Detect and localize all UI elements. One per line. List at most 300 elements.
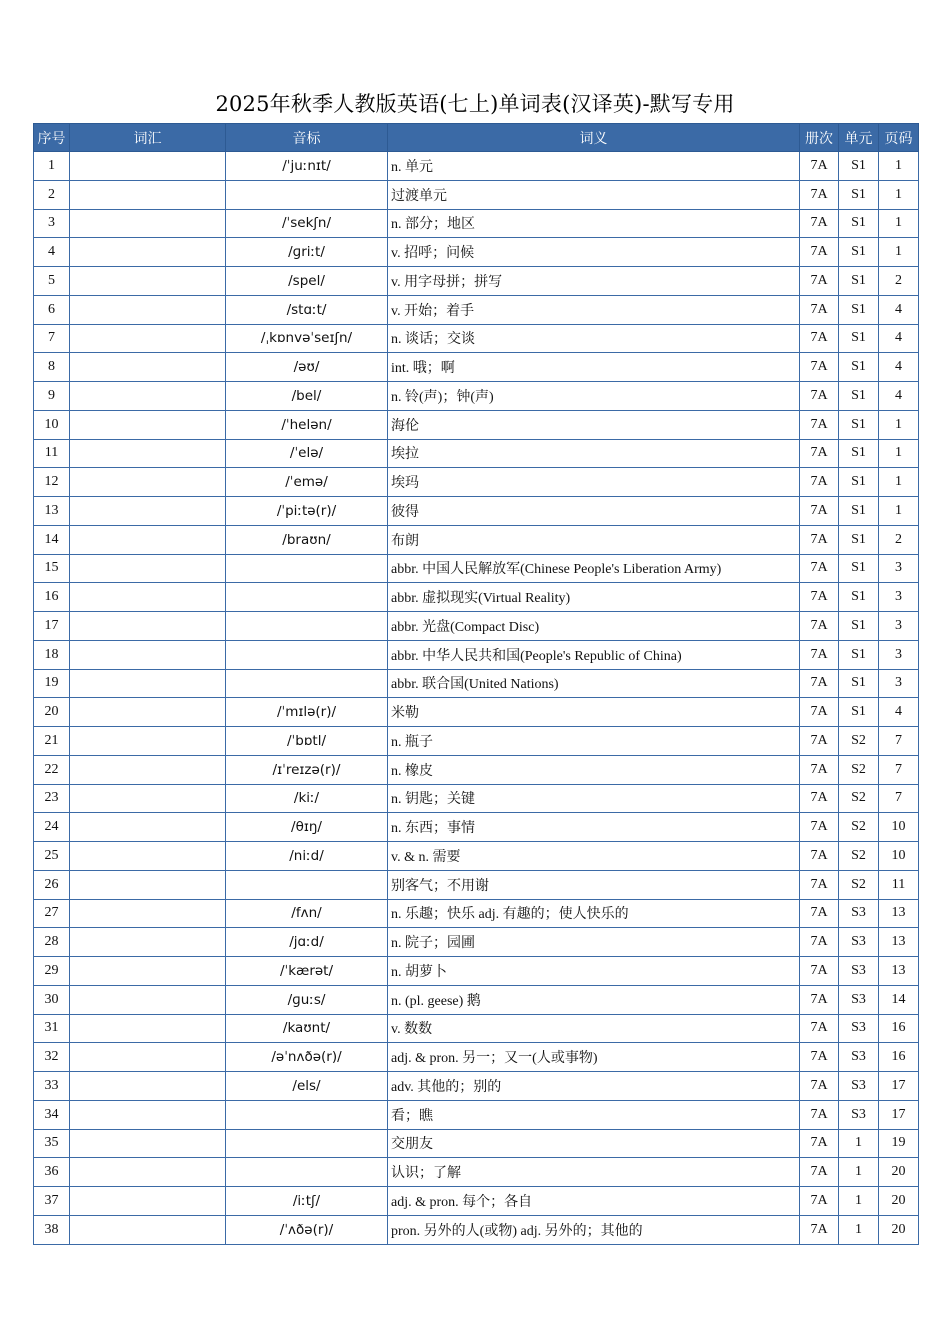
cell-book: 7A	[800, 1158, 839, 1187]
cell-unit: S1	[839, 180, 879, 209]
cell-unit: 1	[839, 1158, 879, 1187]
cell-page: 7	[879, 727, 919, 756]
table-row	[34, 382, 919, 411]
cell-phonetic: /kiː/	[226, 784, 388, 813]
cell-index: 6	[34, 295, 70, 324]
cell-index: 36	[34, 1158, 70, 1187]
table-row	[34, 1100, 919, 1129]
cell-word	[70, 985, 226, 1014]
header-word: 词汇	[70, 124, 226, 152]
cell-page: 20	[879, 1215, 919, 1244]
table-header-row	[34, 124, 919, 152]
cell-meaning: n. 院子；园圃	[388, 928, 800, 957]
cell-meaning: 看；瞧	[388, 1100, 800, 1129]
table-row	[34, 267, 919, 296]
cell-page: 11	[879, 870, 919, 899]
cell-word	[70, 928, 226, 957]
cell-index: 12	[34, 468, 70, 497]
cell-phonetic	[226, 583, 388, 612]
cell-phonetic: /jɑːd/	[226, 928, 388, 957]
cell-page: 13	[879, 899, 919, 928]
cell-book: 7A	[800, 1100, 839, 1129]
cell-book: 7A	[800, 1129, 839, 1158]
cell-unit: S1	[839, 525, 879, 554]
cell-index: 16	[34, 583, 70, 612]
cell-word	[70, 238, 226, 267]
cell-unit: S1	[839, 209, 879, 238]
cell-unit: S3	[839, 899, 879, 928]
cell-book: 7A	[800, 468, 839, 497]
cell-book: 7A	[800, 727, 839, 756]
cell-word	[70, 1100, 226, 1129]
cell-index: 5	[34, 267, 70, 296]
table-row	[34, 209, 919, 238]
cell-meaning: v. 数数	[388, 1014, 800, 1043]
cell-meaning: adj. & pron. 另一；又一(人或事物)	[388, 1043, 800, 1072]
cell-meaning: 米勒	[388, 698, 800, 727]
cell-phonetic: /ɪˈreɪzə(r)/	[226, 755, 388, 784]
cell-book: 7A	[800, 784, 839, 813]
cell-page: 3	[879, 583, 919, 612]
cell-index: 1	[34, 152, 70, 181]
cell-index: 28	[34, 928, 70, 957]
cell-word	[70, 1215, 226, 1244]
table-row	[34, 957, 919, 986]
cell-unit: S1	[839, 583, 879, 612]
cell-phonetic	[226, 180, 388, 209]
cell-phonetic	[226, 669, 388, 698]
cell-book: 7A	[800, 410, 839, 439]
table-row	[34, 238, 919, 267]
cell-word	[70, 353, 226, 382]
cell-phonetic: /ˈelə/	[226, 439, 388, 468]
cell-page: 4	[879, 353, 919, 382]
cell-unit: S2	[839, 727, 879, 756]
cell-phonetic: /ˈsekʃn/	[226, 209, 388, 238]
cell-index: 25	[34, 842, 70, 871]
cell-page: 1	[879, 439, 919, 468]
cell-index: 18	[34, 640, 70, 669]
cell-phonetic	[226, 640, 388, 669]
cell-page: 17	[879, 1072, 919, 1101]
cell-word	[70, 209, 226, 238]
cell-unit: S1	[839, 497, 879, 526]
cell-index: 13	[34, 497, 70, 526]
cell-index: 23	[34, 784, 70, 813]
cell-page: 7	[879, 755, 919, 784]
cell-book: 7A	[800, 612, 839, 641]
cell-book: 7A	[800, 640, 839, 669]
cell-phonetic: /els/	[226, 1072, 388, 1101]
cell-unit: 1	[839, 1129, 879, 1158]
cell-unit: S1	[839, 410, 879, 439]
cell-book: 7A	[800, 497, 839, 526]
cell-page: 1	[879, 209, 919, 238]
cell-book: 7A	[800, 554, 839, 583]
table-row	[34, 410, 919, 439]
cell-book: 7A	[800, 209, 839, 238]
cell-unit: 1	[839, 1187, 879, 1216]
cell-page: 1	[879, 180, 919, 209]
cell-meaning: 海伦	[388, 410, 800, 439]
cell-word	[70, 669, 226, 698]
cell-phonetic	[226, 612, 388, 641]
cell-book: 7A	[800, 180, 839, 209]
cell-phonetic: /ˈmɪlə(r)/	[226, 698, 388, 727]
cell-word	[70, 525, 226, 554]
cell-page: 16	[879, 1014, 919, 1043]
table-row	[34, 698, 919, 727]
cell-word	[70, 727, 226, 756]
cell-meaning: pron. 另外的人(或物) adj. 另外的；其他的	[388, 1215, 800, 1244]
cell-book: 7A	[800, 755, 839, 784]
cell-index: 15	[34, 554, 70, 583]
cell-unit: S1	[839, 554, 879, 583]
cell-meaning: 交朋友	[388, 1129, 800, 1158]
cell-unit: S1	[839, 324, 879, 353]
table-row	[34, 640, 919, 669]
cell-meaning: n. 橡皮	[388, 755, 800, 784]
cell-phonetic: /θɪŋ/	[226, 813, 388, 842]
page-title: 2025年秋季人教版英语(七上)单词表(汉译英)-默写专用	[215, 92, 735, 116]
cell-page: 3	[879, 554, 919, 583]
cell-page: 20	[879, 1158, 919, 1187]
cell-unit: S2	[839, 755, 879, 784]
cell-index: 29	[34, 957, 70, 986]
cell-phonetic: /ɡuːs/	[226, 985, 388, 1014]
cell-phonetic: /ˈkærət/	[226, 957, 388, 986]
cell-phonetic: /əʊ/	[226, 353, 388, 382]
cell-meaning: adj. & pron. 每个；各自	[388, 1187, 800, 1216]
cell-index: 27	[34, 899, 70, 928]
cell-book: 7A	[800, 928, 839, 957]
cell-page: 10	[879, 813, 919, 842]
cell-book: 7A	[800, 324, 839, 353]
cell-page: 19	[879, 1129, 919, 1158]
cell-phonetic	[226, 1100, 388, 1129]
cell-word	[70, 1187, 226, 1216]
cell-page: 17	[879, 1100, 919, 1129]
cell-book: 7A	[800, 1014, 839, 1043]
cell-page: 10	[879, 842, 919, 871]
cell-index: 20	[34, 698, 70, 727]
table-row	[34, 813, 919, 842]
cell-meaning: 别客气；不用谢	[388, 870, 800, 899]
cell-meaning: 彼得	[388, 497, 800, 526]
cell-book: 7A	[800, 669, 839, 698]
cell-word	[70, 957, 226, 986]
cell-page: 4	[879, 382, 919, 411]
table-row	[34, 180, 919, 209]
table-row	[34, 612, 919, 641]
cell-book: 7A	[800, 353, 839, 382]
cell-index: 9	[34, 382, 70, 411]
cell-phonetic: /əˈnʌðə(r)/	[226, 1043, 388, 1072]
cell-page: 4	[879, 324, 919, 353]
cell-phonetic: /braʊn/	[226, 525, 388, 554]
cell-unit: S2	[839, 842, 879, 871]
cell-page: 7	[879, 784, 919, 813]
table-row	[34, 554, 919, 583]
cell-word	[70, 439, 226, 468]
cell-book: 7A	[800, 295, 839, 324]
table-row	[34, 583, 919, 612]
cell-phonetic: /ˈpiːtə(r)/	[226, 497, 388, 526]
cell-index: 4	[34, 238, 70, 267]
cell-phonetic	[226, 870, 388, 899]
header-unit: 单元	[839, 124, 879, 152]
cell-meaning: v. 用字母拼；拼写	[388, 267, 800, 296]
table-row	[34, 324, 919, 353]
header-meaning: 词义	[388, 124, 800, 152]
table-row	[34, 985, 919, 1014]
cell-book: 7A	[800, 1043, 839, 1072]
cell-index: 24	[34, 813, 70, 842]
cell-phonetic: /ˈʌðə(r)/	[226, 1215, 388, 1244]
cell-book: 7A	[800, 698, 839, 727]
table-row	[34, 497, 919, 526]
cell-phonetic: /fʌn/	[226, 899, 388, 928]
cell-phonetic: /ˈhelən/	[226, 410, 388, 439]
cell-page: 1	[879, 238, 919, 267]
cell-word	[70, 870, 226, 899]
cell-word	[70, 612, 226, 641]
cell-unit: S2	[839, 870, 879, 899]
cell-meaning: n. 钥匙；关键	[388, 784, 800, 813]
cell-index: 11	[34, 439, 70, 468]
cell-word	[70, 468, 226, 497]
cell-word	[70, 784, 226, 813]
cell-page: 3	[879, 612, 919, 641]
cell-page: 1	[879, 468, 919, 497]
cell-unit: S2	[839, 784, 879, 813]
cell-unit: S2	[839, 813, 879, 842]
cell-unit: S1	[839, 267, 879, 296]
cell-index: 19	[34, 669, 70, 698]
cell-book: 7A	[800, 439, 839, 468]
table-row	[34, 784, 919, 813]
cell-unit: S1	[839, 295, 879, 324]
cell-phonetic: /ˈbɒtl/	[226, 727, 388, 756]
table-row	[34, 727, 919, 756]
cell-book: 7A	[800, 1215, 839, 1244]
table-row	[34, 870, 919, 899]
cell-phonetic: /bel/	[226, 382, 388, 411]
cell-meaning: abbr. 联合国(United Nations)	[388, 669, 800, 698]
cell-unit: S1	[839, 698, 879, 727]
cell-unit: S1	[839, 439, 879, 468]
cell-book: 7A	[800, 238, 839, 267]
cell-meaning: n. 胡萝卜	[388, 957, 800, 986]
cell-phonetic	[226, 1129, 388, 1158]
cell-phonetic: /kaʊnt/	[226, 1014, 388, 1043]
cell-meaning: n. 部分；地区	[388, 209, 800, 238]
cell-meaning: n. 东西；事情	[388, 813, 800, 842]
cell-phonetic: /ˌkɒnvəˈseɪʃn/	[226, 324, 388, 353]
cell-phonetic: /stɑːt/	[226, 295, 388, 324]
cell-word	[70, 554, 226, 583]
cell-word	[70, 1043, 226, 1072]
cell-book: 7A	[800, 985, 839, 1014]
cell-unit: S3	[839, 1100, 879, 1129]
cell-book: 7A	[800, 813, 839, 842]
table-row	[34, 1215, 919, 1244]
cell-word	[70, 324, 226, 353]
cell-index: 26	[34, 870, 70, 899]
cell-book: 7A	[800, 382, 839, 411]
table-row	[34, 1129, 919, 1158]
cell-unit: S3	[839, 1014, 879, 1043]
cell-page: 1	[879, 410, 919, 439]
cell-meaning: 过渡单元	[388, 180, 800, 209]
table-row	[34, 928, 919, 957]
cell-meaning: abbr. 中华人民共和国(People's Republic of China)	[388, 640, 800, 669]
cell-index: 34	[34, 1100, 70, 1129]
cell-page: 2	[879, 267, 919, 296]
table-row	[34, 353, 919, 382]
cell-phonetic: /ˈemə/	[226, 468, 388, 497]
cell-page: 13	[879, 928, 919, 957]
cell-meaning: n. 乐趣；快乐 adj. 有趣的；使人快乐的	[388, 899, 800, 928]
cell-word	[70, 842, 226, 871]
cell-book: 7A	[800, 525, 839, 554]
cell-index: 30	[34, 985, 70, 1014]
table-row	[34, 1187, 919, 1216]
cell-unit: 1	[839, 1215, 879, 1244]
cell-book: 7A	[800, 870, 839, 899]
cell-index: 2	[34, 180, 70, 209]
cell-index: 31	[34, 1014, 70, 1043]
cell-meaning: n. (pl. geese) 鹅	[388, 985, 800, 1014]
cell-word	[70, 1158, 226, 1187]
cell-word	[70, 1014, 226, 1043]
cell-word	[70, 295, 226, 324]
cell-index: 8	[34, 353, 70, 382]
cell-meaning: v. & n. 需要	[388, 842, 800, 871]
cell-word	[70, 410, 226, 439]
cell-phonetic: /iːtʃ/	[226, 1187, 388, 1216]
cell-phonetic: /niːd/	[226, 842, 388, 871]
cell-word	[70, 497, 226, 526]
cell-unit: S3	[839, 928, 879, 957]
cell-index: 10	[34, 410, 70, 439]
table-row	[34, 468, 919, 497]
cell-meaning: adv. 其他的；别的	[388, 1072, 800, 1101]
header-page: 页码	[879, 124, 919, 152]
cell-book: 7A	[800, 1072, 839, 1101]
cell-index: 21	[34, 727, 70, 756]
cell-index: 33	[34, 1072, 70, 1101]
cell-book: 7A	[800, 899, 839, 928]
cell-phonetic	[226, 554, 388, 583]
cell-index: 37	[34, 1187, 70, 1216]
cell-unit: S1	[839, 353, 879, 382]
header-index: 序号	[34, 124, 70, 152]
cell-book: 7A	[800, 842, 839, 871]
cell-meaning: 埃拉	[388, 439, 800, 468]
cell-meaning: 认识；了解	[388, 1158, 800, 1187]
cell-page: 3	[879, 669, 919, 698]
table-row	[34, 1072, 919, 1101]
cell-unit: S1	[839, 238, 879, 267]
cell-index: 35	[34, 1129, 70, 1158]
cell-unit: S3	[839, 1043, 879, 1072]
table-row	[34, 842, 919, 871]
cell-unit: S3	[839, 1072, 879, 1101]
cell-phonetic: /spel/	[226, 267, 388, 296]
cell-meaning: 埃玛	[388, 468, 800, 497]
cell-phonetic	[226, 1158, 388, 1187]
cell-unit: S1	[839, 152, 879, 181]
table-row	[34, 755, 919, 784]
cell-page: 2	[879, 525, 919, 554]
cell-page: 20	[879, 1187, 919, 1216]
cell-page: 1	[879, 497, 919, 526]
cell-meaning: v. 招呼；问候	[388, 238, 800, 267]
cell-page: 16	[879, 1043, 919, 1072]
cell-meaning: int. 哦；啊	[388, 353, 800, 382]
cell-unit: S1	[839, 468, 879, 497]
cell-word	[70, 1129, 226, 1158]
cell-page: 13	[879, 957, 919, 986]
cell-phonetic: /ɡriːt/	[226, 238, 388, 267]
cell-index: 22	[34, 755, 70, 784]
cell-word	[70, 152, 226, 181]
vocabulary-table	[33, 123, 919, 1245]
cell-page: 3	[879, 640, 919, 669]
cell-index: 17	[34, 612, 70, 641]
cell-index: 32	[34, 1043, 70, 1072]
cell-word	[70, 180, 226, 209]
cell-meaning: n. 瓶子	[388, 727, 800, 756]
table-row	[34, 295, 919, 324]
table-row	[34, 152, 919, 181]
cell-phonetic: /ˈjuːnɪt/	[226, 152, 388, 181]
cell-word	[70, 755, 226, 784]
cell-index: 3	[34, 209, 70, 238]
cell-word	[70, 382, 226, 411]
cell-word	[70, 813, 226, 842]
cell-book: 7A	[800, 152, 839, 181]
cell-book: 7A	[800, 583, 839, 612]
cell-word	[70, 1072, 226, 1101]
cell-page: 1	[879, 152, 919, 181]
header-book: 册次	[800, 124, 839, 152]
cell-book: 7A	[800, 1187, 839, 1216]
cell-meaning: n. 单元	[388, 152, 800, 181]
cell-meaning: 布朗	[388, 525, 800, 554]
header-phonetic: 音标	[226, 124, 388, 152]
cell-meaning: v. 开始；着手	[388, 295, 800, 324]
cell-index: 7	[34, 324, 70, 353]
cell-word	[70, 583, 226, 612]
table-row	[34, 439, 919, 468]
cell-meaning: abbr. 光盘(Compact Disc)	[388, 612, 800, 641]
table-row	[34, 1043, 919, 1072]
table-row	[34, 1158, 919, 1187]
cell-unit: S1	[839, 669, 879, 698]
cell-unit: S1	[839, 640, 879, 669]
cell-meaning: n. 谈话；交谈	[388, 324, 800, 353]
table-row	[34, 1014, 919, 1043]
cell-page: 4	[879, 295, 919, 324]
cell-unit: S1	[839, 612, 879, 641]
cell-page: 14	[879, 985, 919, 1014]
cell-meaning: abbr. 虚拟现实(Virtual Reality)	[388, 583, 800, 612]
cell-meaning: n. 铃(声)；钟(声)	[388, 382, 800, 411]
cell-unit: S3	[839, 957, 879, 986]
cell-index: 14	[34, 525, 70, 554]
